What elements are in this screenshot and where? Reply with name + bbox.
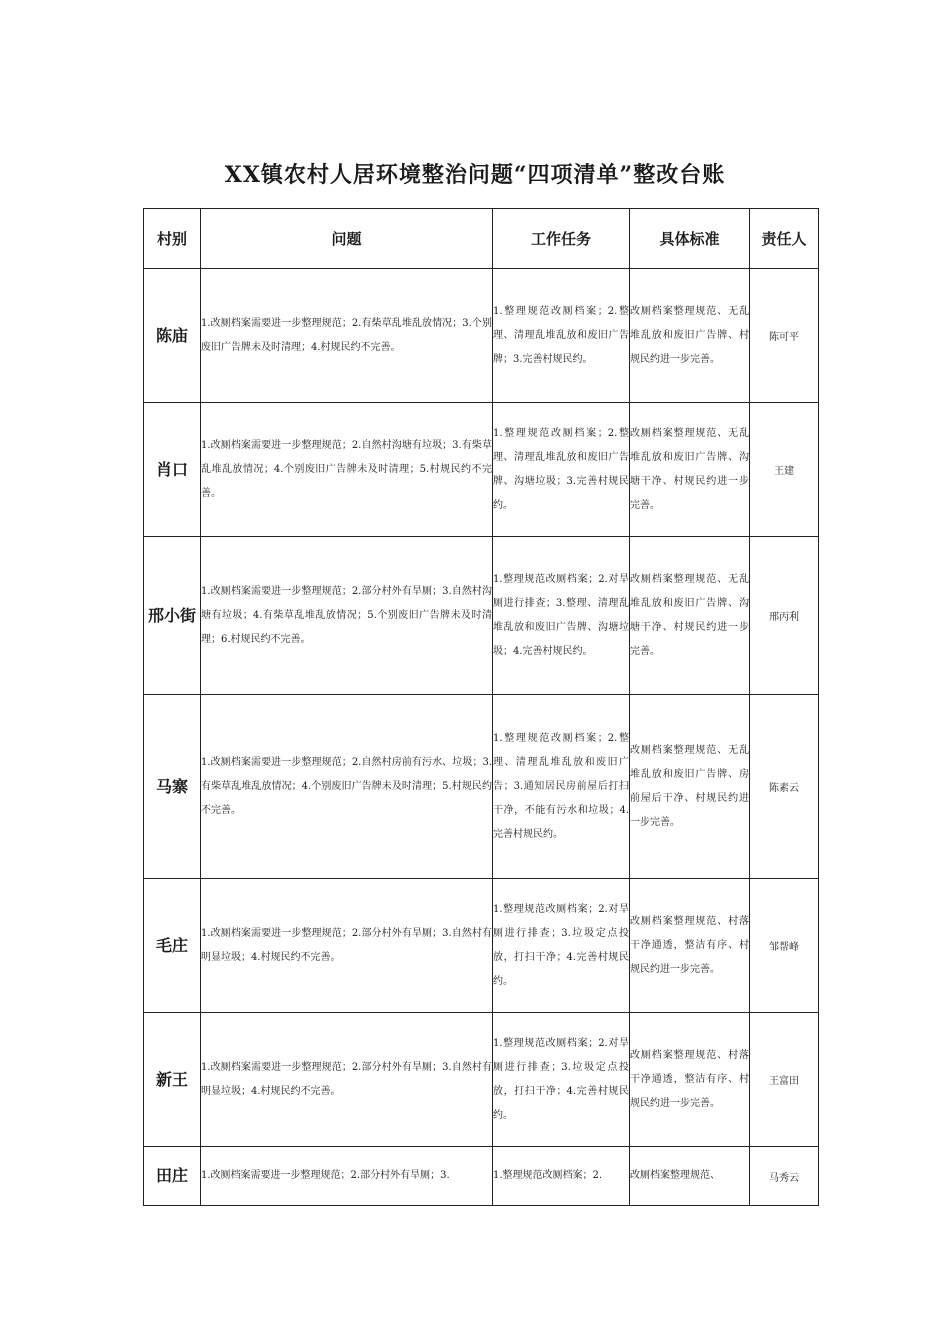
problem-cell: 1.改厕档案需要进一步整理规范；2.部分村外有旱厕；3.自然村沟塘有垃圾；4.有柴草乱堆乱放情况；5.个别废旧广告牌未及时清理；6.村规民约不完善。	[201, 537, 493, 695]
standard-cell: 改厕档案整理规范、无乱堆乱放和废旧广告牌、沟塘干净、村规民约进一步完善。	[630, 403, 750, 537]
standard-cell: 改厕档案整理规范、村落干净通透，整洁有序、村规民约进一步完善。	[630, 1013, 750, 1147]
person-cell: 王富田	[750, 1013, 819, 1147]
problem-cell: 1.改厕档案需要进一步整理规范；2.自然村房前有污水、垃圾；3.有柴草乱堆乱放情况；4.个别废旧广告牌未及时清理；5.村规民约不完善。	[201, 695, 493, 879]
task-cell: 1.整理规范改厕档案；2.对旱厕进行排查；3.垃圾定点投放，打扫干净；4.完善村规民约。	[493, 879, 630, 1013]
village-cell: 陈庙	[144, 269, 201, 403]
table-header-row	[144, 209, 819, 269]
task-cell: 1.整理规范改厕档案；2.	[493, 1147, 630, 1206]
task-cell: 1.整理规范改厕档案；2.对旱厕进行排查；3.整理、清理乱堆乱放和废旧广告牌、沟塘垃圾；4.完善村规民约。	[493, 537, 630, 695]
village-cell: 田庄	[144, 1147, 201, 1206]
standard-cell: 改厕档案整理规范、无乱堆乱放和废旧广告牌、沟塘干净、村规民约进一步完善。	[630, 537, 750, 695]
person-cell: 邹帮峰	[750, 879, 819, 1013]
task-cell: 1.整理规范改厕档案；2.整理、清理乱堆乱放和废旧广告牌、沟塘垃圾；3.完善村规民约。	[493, 403, 630, 537]
problem-cell: 1.改厕档案需要进一步整理规范；2.自然村沟塘有垃圾；3.有柴草乱堆乱放情况；4.个别废旧广告牌未及时清理；5.村规民约不完善。	[201, 403, 493, 537]
problem-cell: 1.改厕档案需要进一步整理规范；2.有柴草乱堆乱放情况；3.个别废旧广告牌未及时清理；4.村规民约不完善。	[201, 269, 493, 403]
person-cell: 王建	[750, 403, 819, 537]
page-title: XX镇农村人居环境整治问题“四项清单”整改台账	[224, 162, 726, 188]
village-cell: 新王	[144, 1013, 201, 1147]
village-cell: 肖口	[144, 403, 201, 537]
table-row	[144, 269, 819, 403]
person-cell: 邢丙利	[750, 537, 819, 695]
table-row	[144, 879, 819, 1013]
person-cell: 马秀云	[750, 1147, 819, 1206]
table-row	[144, 1013, 819, 1147]
person-cell: 陈素云	[750, 695, 819, 879]
table-row	[144, 695, 819, 879]
rectification-ledger-table	[143, 208, 819, 1206]
header-standard: 具体标准	[630, 209, 750, 269]
table-row	[144, 537, 819, 695]
table-row	[144, 403, 819, 537]
standard-cell: 改厕档案整理规范、无乱堆乱放和废旧广告牌、村规民约进一步完善。	[630, 269, 750, 403]
task-cell: 1.整理规范改厕档案；2.整理、清理乱堆乱放和废旧广告；3.通知居民房前屋后打扫干净，不能有污水和垃圾；4.完善村规民约。	[493, 695, 630, 879]
standard-cell: 改厕档案整理规范、无乱堆乱放和废旧广告牌、房前屋后干净、村规民约进一步完善。	[630, 695, 750, 879]
problem-cell: 1.改厕档案需要进一步整理规范；2.部分村外有旱厕；3.	[201, 1147, 493, 1206]
village-cell: 毛庄	[144, 879, 201, 1013]
problem-cell: 1.改厕档案需要进一步整理规范；2.部分村外有旱厕；3.自然村有明显垃圾；4.村规民约不完善。	[201, 1013, 493, 1147]
table-row	[144, 1147, 819, 1206]
header-village: 村别	[144, 209, 201, 269]
standard-cell: 改厕档案整理规范、	[630, 1147, 750, 1206]
task-cell: 1.整理规范改厕档案；2.整理、清理乱堆乱放和废旧广告牌；3.完善村规民约。	[493, 269, 630, 403]
village-cell: 邢小街	[144, 537, 201, 695]
task-cell: 1.整理规范改厕档案；2.对旱厕进行排查；3.垃圾定点投放，打扫干净；4.完善村规民约。	[493, 1013, 630, 1147]
header-person: 责任人	[750, 209, 819, 269]
header-task: 工作任务	[493, 209, 630, 269]
village-cell: 马寨	[144, 695, 201, 879]
standard-cell: 改厕档案整理规范、村落干净通透，整洁有序、村规民约进一步完善。	[630, 879, 750, 1013]
header-problem: 问题	[201, 209, 493, 269]
problem-cell: 1.改厕档案需要进一步整理规范；2.部分村外有旱厕；3.自然村有明显垃圾；4.村规民约不完善。	[201, 879, 493, 1013]
person-cell: 陈可平	[750, 269, 819, 403]
